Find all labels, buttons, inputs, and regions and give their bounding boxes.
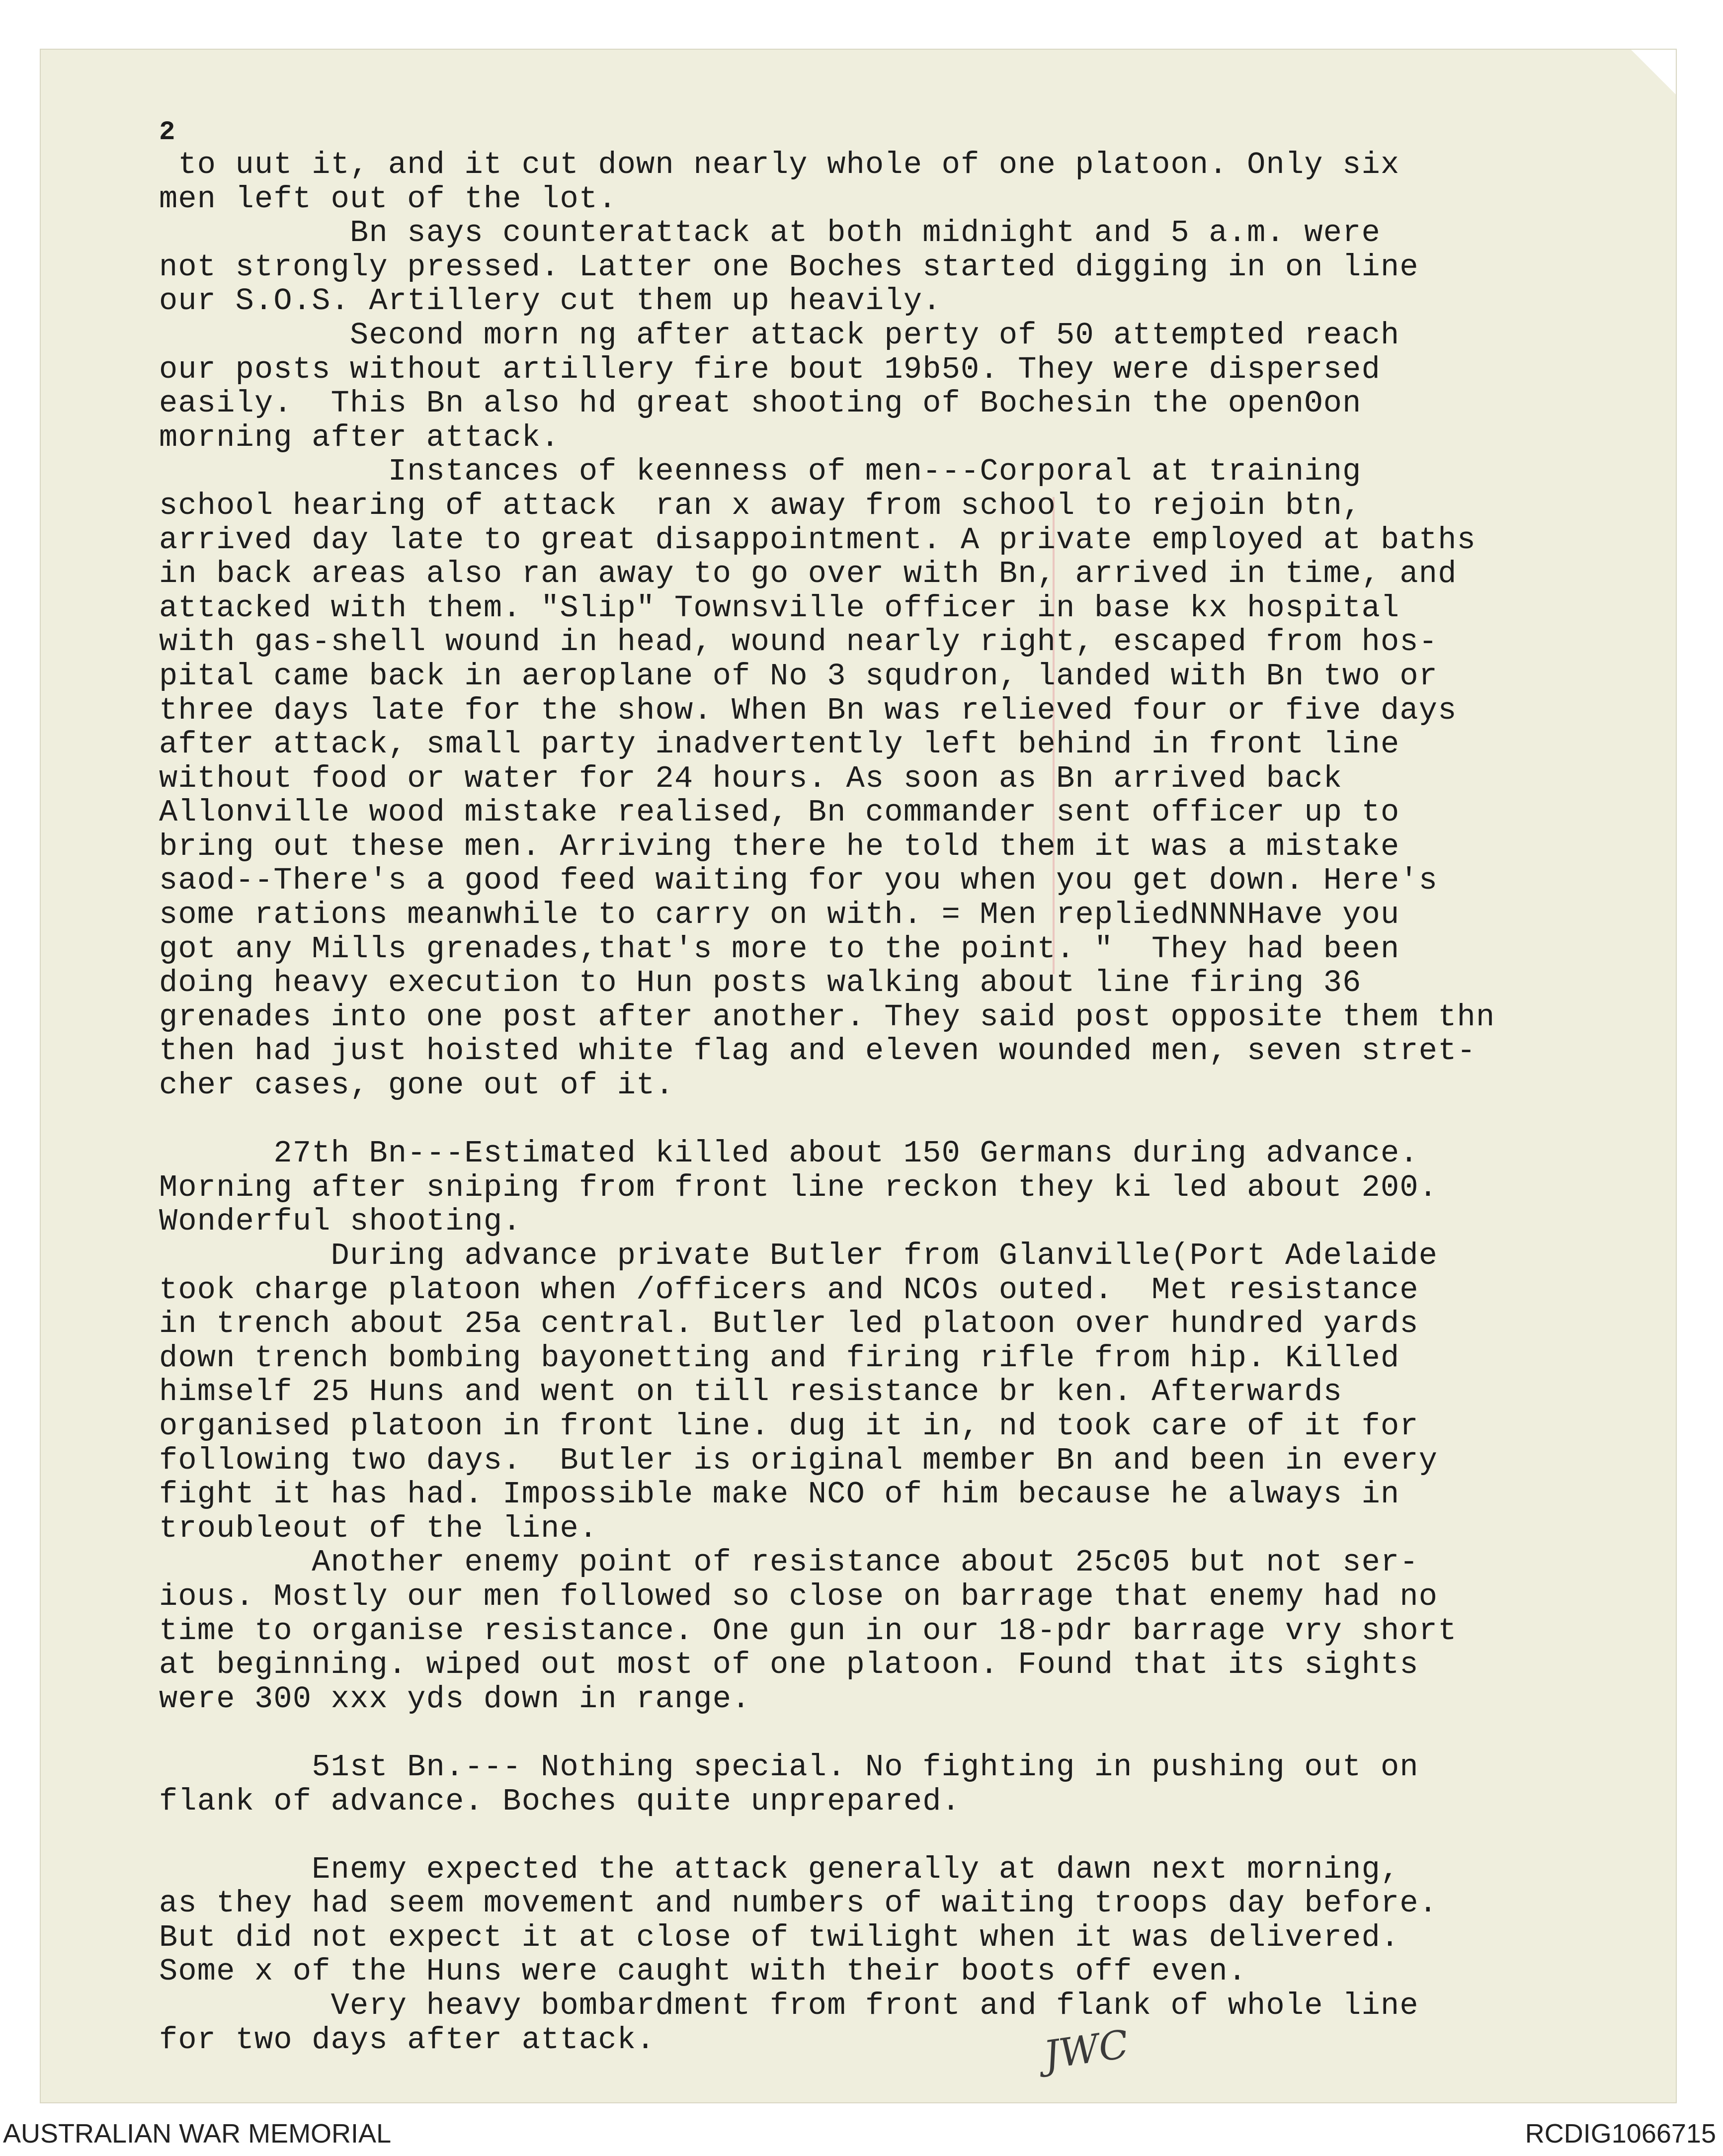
text-line: to uut it, and it cut down nearly whole of one platoon. Only six — [159, 147, 1400, 182]
text-line: as they had seem movement and numbers of waiting troops day before. — [159, 1886, 1438, 1921]
text-line: Enemy expected the attack generally at dawn next morning, — [159, 1851, 1400, 1887]
text-line: 27th Bn---Estimated killed about 150 Germans during advance. — [159, 1136, 1419, 1171]
text-line: with gas-shell wound in head, wound nearly right, escaped from hos- — [159, 624, 1438, 660]
text-line: flank of advance. Boches quite unprepared. — [159, 1783, 961, 1819]
text-line: doing heavy execution to Hun posts walking about line firing 36 — [159, 965, 1362, 1001]
text-line: Instances of keenness of men---Corporal at training — [159, 454, 1362, 490]
text-line: three days late for the show. When Bn was relieved four or five days — [159, 692, 1457, 728]
folded-corner — [1631, 50, 1676, 94]
text-line: Morning after sniping from front line reckon they ki led about 200. — [159, 1169, 1438, 1205]
text-line: pital came back in aeroplane of No 3 squdron, landed with Bn two or — [159, 658, 1438, 694]
text-line: in trench about 25a central. Butler led platoon over hundred yards — [159, 1306, 1419, 1342]
text-line: in back areas also ran away to go over with Bn, arrived in time, and — [159, 556, 1457, 592]
text-line: Bn says counterattack at both midnight and 5 a.m. were — [159, 215, 1381, 251]
text-line: saod--There's a good feed waiting for you when you get down. Here's — [159, 863, 1438, 899]
paragraph-gap — [159, 1103, 1650, 1137]
text-line: some rations meanwhile to carry on with. = Men repliedNNNHave you — [159, 897, 1400, 933]
text-line: our posts without artillery fire bout 19b50. They were dispersed — [159, 351, 1381, 387]
text-line: at beginning. wiped out most of one platoon. Found that its sights — [159, 1647, 1419, 1683]
text-line: for two days after attack. — [159, 2022, 656, 2058]
footer-reference-id: RCDIG1066715 — [1525, 2119, 1716, 2149]
text-line: then had just hoisted white flag and eleven wounded men, seven stret- — [159, 1033, 1477, 1069]
text-line: time to organise resistance. One gun in our 18-pdr barrage vry short — [159, 1613, 1457, 1649]
text-line: Second morn ng after attack perty of 50 attempted reach — [159, 317, 1400, 353]
text-line: school hearing of attack ran x away from school to rejoin btn, — [159, 488, 1362, 523]
text-line: Some x of the Huns were caught with their boots off even. — [159, 1954, 1247, 1990]
text-line: Another enemy point of resistance about 25c05 but not ser- — [159, 1545, 1419, 1580]
footer-institution: AUSTRALIAN WAR MEMORIAL — [3, 2119, 392, 2149]
text-line: were 300 xxx yds down in range. — [159, 1681, 751, 1717]
archive-footer — [0, 2107, 1723, 2156]
text-line: troubleout of the line. — [159, 1510, 598, 1546]
text-line: cher cases, gone out of it. — [159, 1068, 674, 1103]
text-line: following two days. Butler is original member Bn and been in every — [159, 1442, 1438, 1478]
text-line: Wonderful shooting. — [159, 1204, 522, 1240]
text-line: attacked with them. "Slip" Townsville officer in base kx hospital — [159, 590, 1400, 626]
text-line: During advance private Butler from Glanville(Port Adelaide — [159, 1238, 1438, 1273]
text-line: fight it has had. Impossible make NCO of him because he always in — [159, 1477, 1400, 1512]
typewritten-text — [159, 148, 1650, 2057]
text-line: down trench bombing bayonetting and firing rifle from hip. Killed — [159, 1340, 1400, 1376]
paragraph-gap — [159, 1819, 1650, 1853]
page-number: 2 — [159, 117, 175, 148]
text-line: bring out these men. Arriving there he told them it was a mistake — [159, 829, 1400, 864]
text-line: ious. Mostly our men followed so close on barrage that enemy had no — [159, 1578, 1438, 1614]
text-line: men left out of the lot. — [159, 181, 617, 217]
text-line: grenades into one post after another. They said post opposite them thn — [159, 999, 1495, 1035]
text-line: our S.O.S. Artillery cut them up heavily. — [159, 283, 942, 319]
text-line: after attack, small party inadvertently left behind in front line — [159, 727, 1400, 762]
text-line: himself 25 Huns and went on till resistance br ken. Afterwards — [159, 1374, 1343, 1410]
handwritten-initials: JWC — [1041, 2022, 1132, 2078]
text-line: without food or water for 24 hours. As soon as Bn arrived back — [159, 760, 1343, 796]
text-line: arrived day late to great disappointment. A private employed at baths — [159, 522, 1477, 558]
text-line: Allonville wood mistake realised, Bn commander sent officer up to — [159, 795, 1400, 830]
text-line: got any Mills grenades,that's more to the point. " They had been — [159, 931, 1400, 967]
text-line: morning after attack. — [159, 419, 560, 455]
text-line: Very heavy bombardment from front and flank of whole line — [159, 1988, 1419, 2024]
paragraph-gap — [159, 1716, 1650, 1750]
text-line: not strongly pressed. Latter one Boches started digging in on line — [159, 249, 1419, 285]
text-line: But did not expect it at close of twilight when it was delivered. — [159, 1919, 1400, 1955]
text-line: took charge platoon when /officers and NCOs outed. Met resistance — [159, 1272, 1419, 1308]
text-line: organised platoon in front line. dug it in, nd took care of it for — [159, 1408, 1419, 1444]
text-line: 51st Bn.--- Nothing special. No fighting in pushing out on — [159, 1749, 1419, 1785]
text-line: easily. This Bn also hd great shooting of Bochesin the openʘon — [159, 386, 1362, 421]
